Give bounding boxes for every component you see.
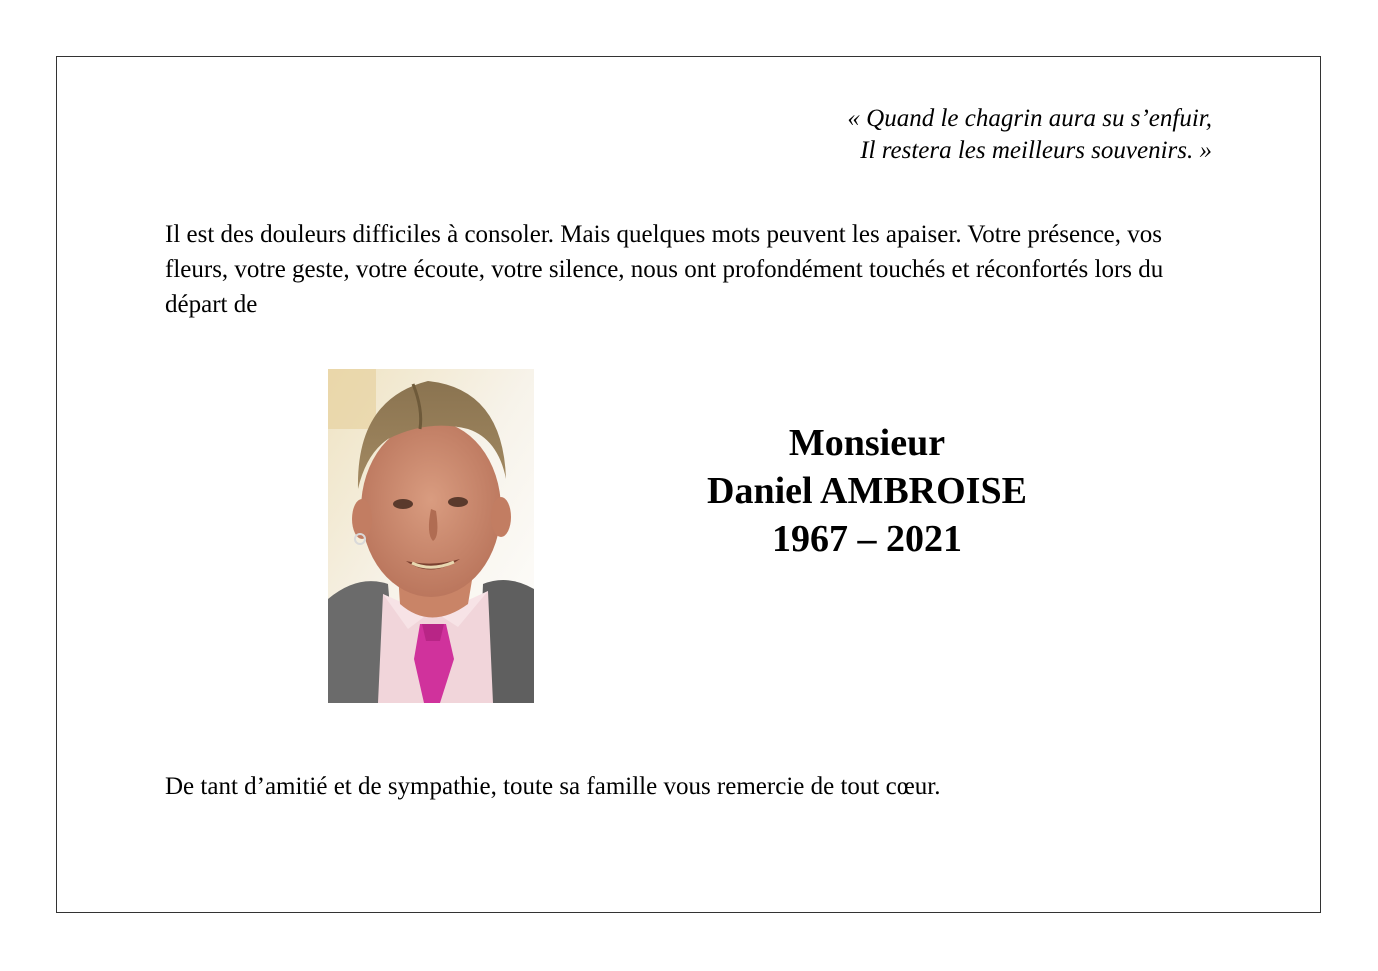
epigraph-quote <box>847 103 1212 167</box>
deceased-title: Monsieur <box>788 422 946 464</box>
quote-line-2: Il restera les meilleurs souvenirs. » <box>860 137 1212 164</box>
closing-sentence: De tant d’amitié et de sympathie, toute sa famille vous remercie de tout cœur. <box>165 773 941 800</box>
quote-line-1: « Quand le chagrin aura su s’enfuir, <box>847 105 1212 132</box>
intro-paragraph: Il est des douleurs difficiles à consoler. Mais quelques mots peuvent les apaiser. Votre présence, vos fleurs, votre geste, votre écoute, votre silence, nous ont profondément touchés et réconfortés lors du départ de <box>165 221 1164 318</box>
deceased-name-block <box>617 419 1117 563</box>
memorial-card <box>56 56 1321 913</box>
deceased-years: 1967 – 2021 <box>772 518 962 560</box>
portrait-photo <box>328 369 534 703</box>
deceased-name: Daniel AMBROISE <box>707 470 1027 512</box>
